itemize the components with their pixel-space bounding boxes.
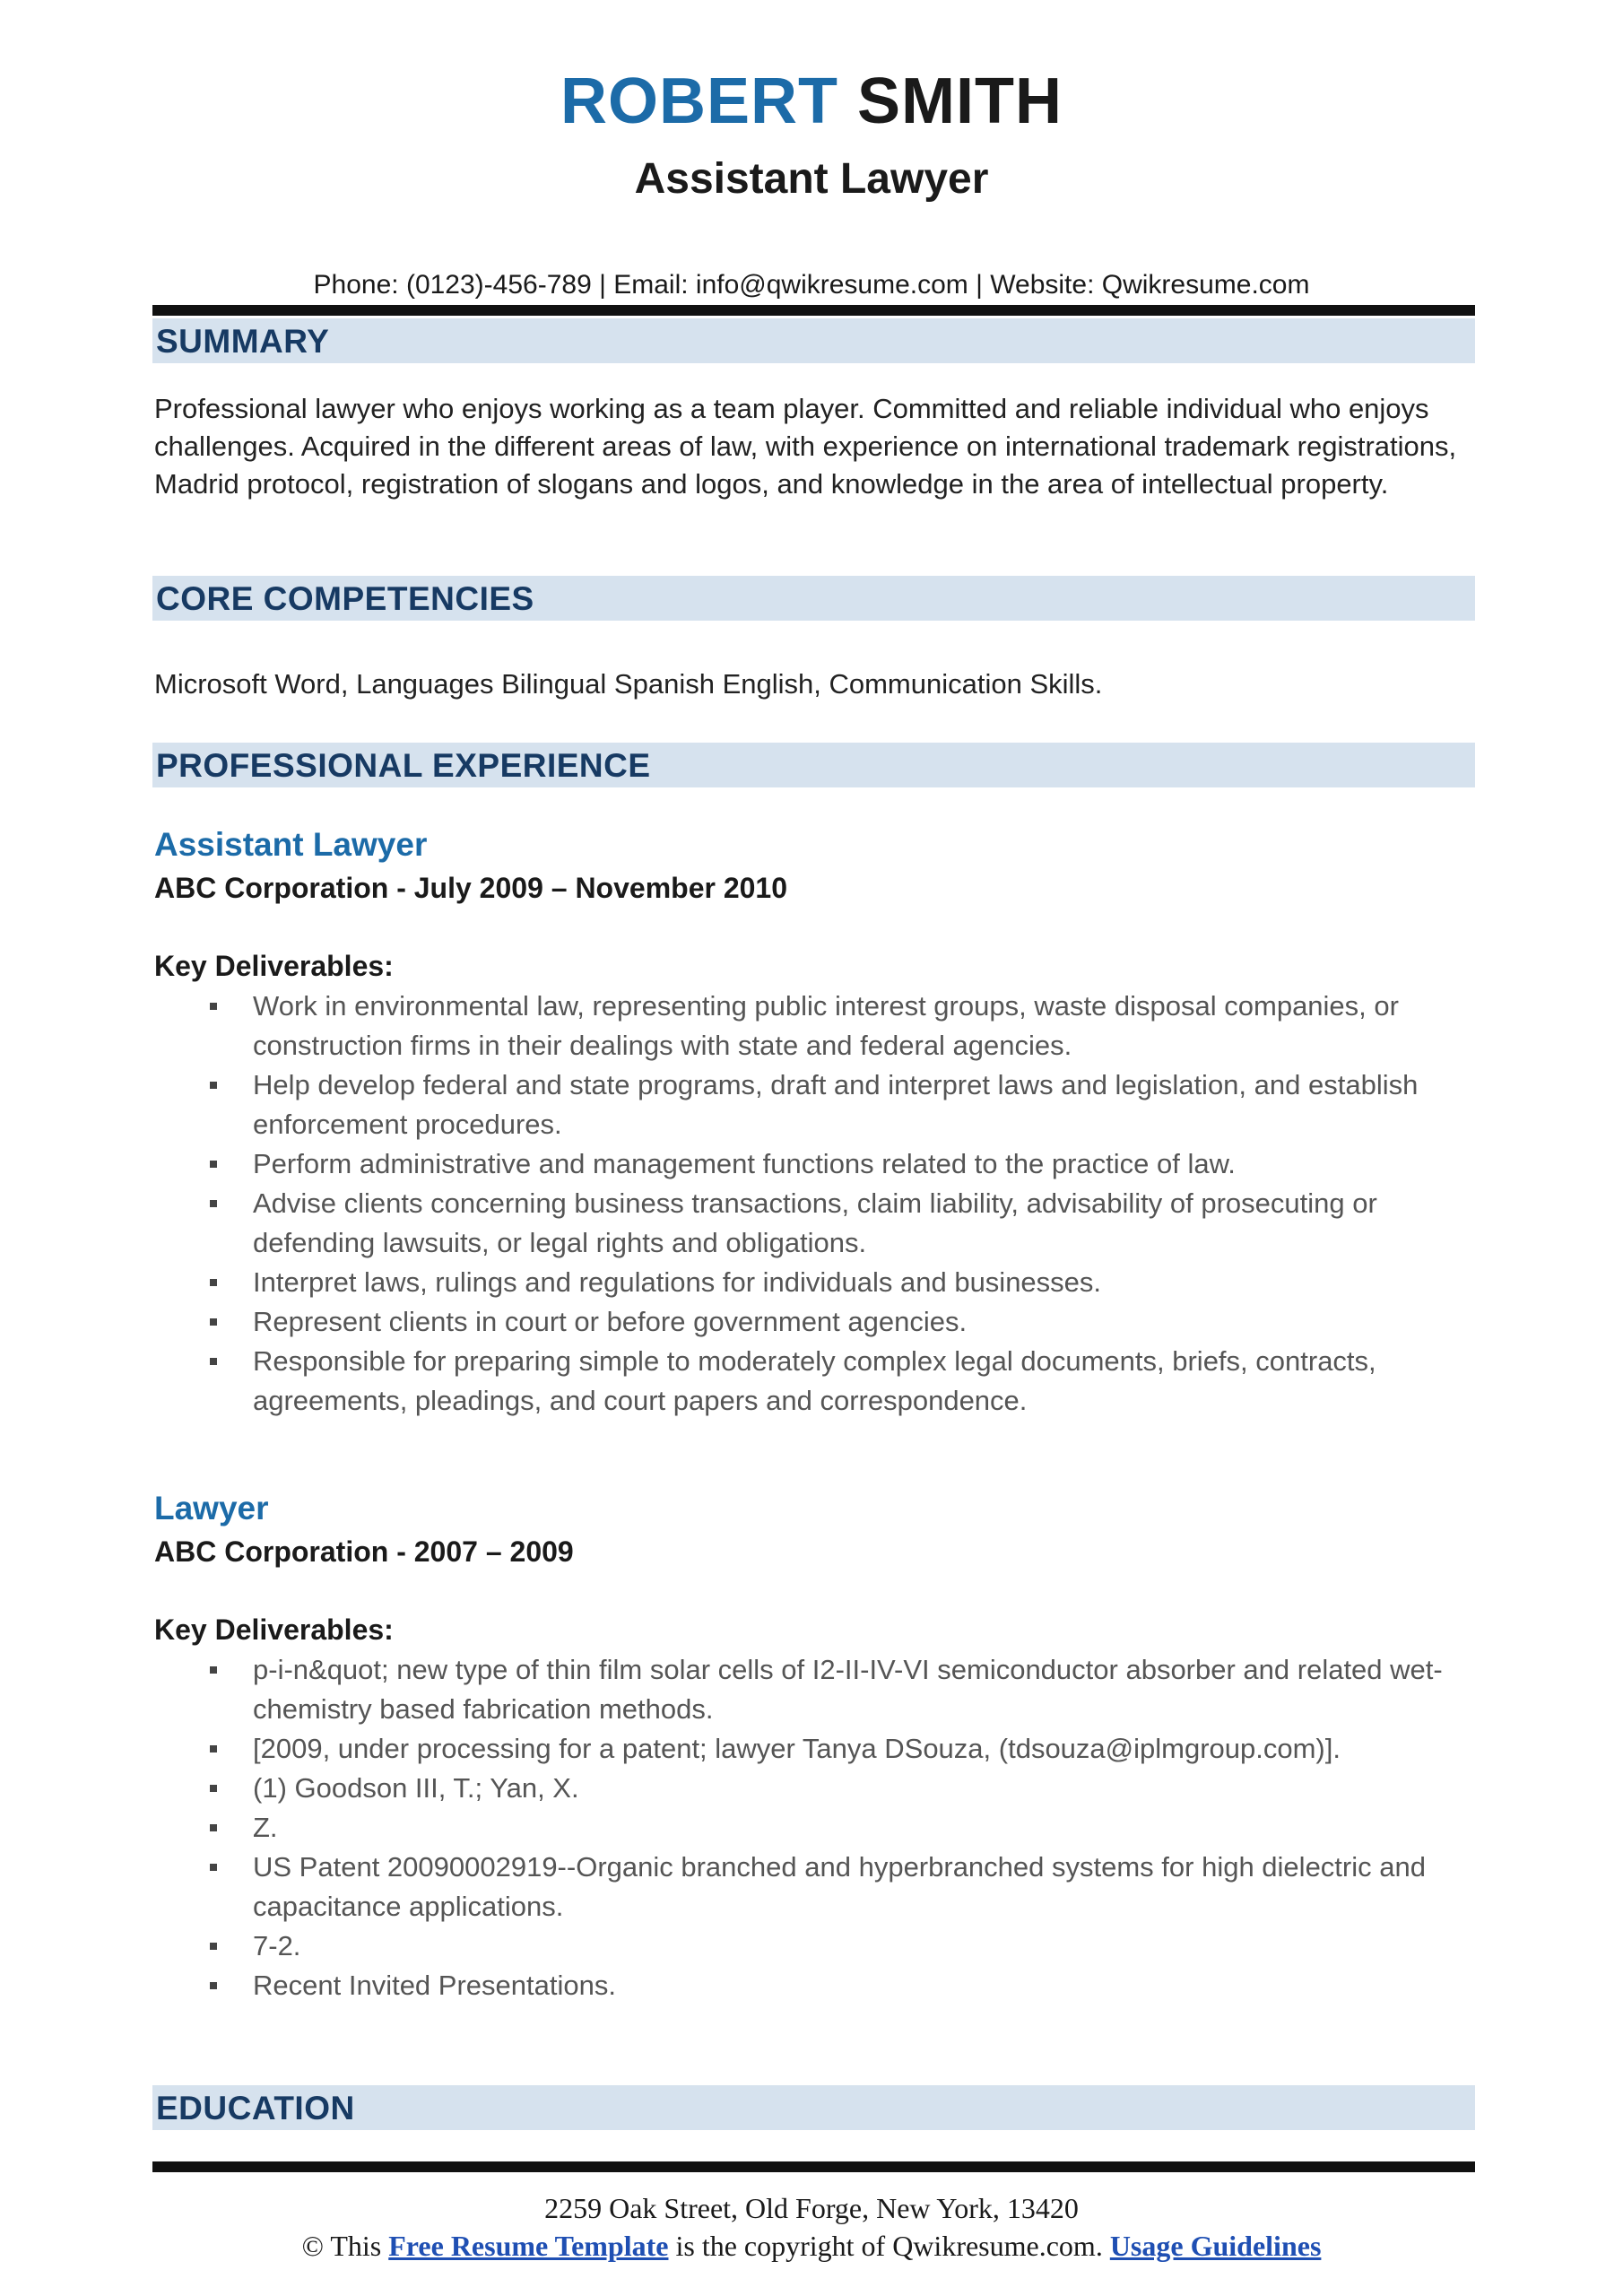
list-item: Work in environmental law, representing public interest groups, waste disposal companies, or construction firms in their dealings with state and federal agencies. <box>154 987 1481 1065</box>
list-item: Advise clients concerning business transactions, claim liability, advisability of prosecuting or defending lawsuits, or legal rights and obligations. <box>154 1184 1481 1263</box>
list-item: Help develop federal and state programs, draft and interpret laws and legislation, and establish enforcement procedures. <box>154 1065 1481 1144</box>
bullet-icon <box>210 1864 217 1871</box>
bullet-icon <box>210 1745 217 1752</box>
bullet-icon <box>210 1318 217 1326</box>
list-item: Z. <box>154 1808 1481 1848</box>
bullet-icon <box>210 1161 217 1168</box>
job-role: Lawyer <box>154 1490 269 1526</box>
copyright-prefix: © This <box>301 2230 382 2262</box>
bullet-icon <box>210 1358 217 1365</box>
contact-line: Phone: (0123)-456-789 | Email: info@qwikresume.com | Website: Qwikresume.com <box>313 270 1310 300</box>
section-heading: PROFESSIONAL EXPERIENCE <box>156 747 651 784</box>
bullet-icon <box>210 1943 217 1950</box>
section-competencies <box>152 576 1475 621</box>
footer-address: 2259 Oak Street, Old Forge, New York, 13420 <box>544 2192 1079 2224</box>
competencies-text: Microsoft Word, Languages Bilingual Spanish English, Communication Skills. <box>154 668 1103 700</box>
list-item: Interpret laws, rulings and regulations for individuals and businesses. <box>154 1263 1481 1302</box>
list-item: Recent Invited Presentations. <box>154 1966 1481 2005</box>
list-item: p-i-n&quot; new type of thin film solar cells of I2-II-IV-VI semiconductor absorber and related wet-chemistry based fabrication methods. <box>154 1650 1481 1729</box>
list-item: 7-2. <box>154 1926 1481 1966</box>
deliverables-list <box>154 1650 1481 2005</box>
section-education <box>152 2085 1475 2130</box>
bullet-icon <box>210 1279 217 1286</box>
bullet-icon <box>210 1982 217 1989</box>
section-experience <box>152 743 1475 787</box>
list-item: Represent clients in court or before government agencies. <box>154 1302 1481 1342</box>
bullet-icon <box>210 1666 217 1674</box>
list-item: (1) Goodson III, T.; Yan, X. <box>154 1769 1481 1808</box>
job-company: ABC Corporation - 2007 – 2009 <box>154 1535 574 1568</box>
deliverables-label: Key Deliverables: <box>154 1613 394 1646</box>
list-item: Perform administrative and management functions related to the practice of law. <box>154 1144 1481 1184</box>
list-item: US Patent 20090002919--Organic branched and hyperbranched systems for high dielectric and capacitance applications. <box>154 1848 1481 1926</box>
section-heading: CORE COMPETENCIES <box>156 580 534 617</box>
first-name: ROBERT <box>560 65 838 137</box>
candidate-name <box>0 61 1623 142</box>
last-name: SMITH <box>857 65 1063 137</box>
bullet-icon <box>210 1003 217 1010</box>
job-company: ABC Corporation - July 2009 – November 2010 <box>154 872 788 904</box>
bullet-icon <box>210 1785 217 1792</box>
list-item: Responsible for preparing simple to moderately complex legal documents, briefs, contracts, agreements, pleadings, and court papers and correspondence. <box>154 1342 1481 1421</box>
usage-guidelines-link[interactable]: Usage Guidelines <box>1109 2230 1322 2262</box>
section-summary <box>152 318 1475 363</box>
job-title: Assistant Lawyer <box>634 155 989 203</box>
footer-copyright <box>0 2226 1623 2266</box>
bottom-rule <box>152 2161 1475 2172</box>
bullet-icon <box>210 1082 217 1089</box>
section-heading: SUMMARY <box>156 323 330 360</box>
list-item: [2009, under processing for a patent; lawyer Tanya DSouza, (tdsouza@iplmgroup.com)]. <box>154 1729 1481 1769</box>
summary-text: Professional lawyer who enjoys working as a team player. Committed and reliable individual who enjoys challenges. Acquired in the different areas of law, with experience on international trademark registrations, Madrid protocol, registration of slogans and logos, and knowledge in the area of intellectual property. <box>154 393 1457 500</box>
free-resume-template-link[interactable]: Free Resume Template <box>388 2230 669 2262</box>
copyright-middle: is the copyright of Qwikresume.com. <box>675 2230 1103 2262</box>
top-rule <box>152 305 1475 316</box>
section-heading: EDUCATION <box>156 2090 355 2126</box>
job-role: Assistant Lawyer <box>154 826 428 863</box>
bullet-icon <box>210 1200 217 1207</box>
bullet-icon <box>210 1824 217 1831</box>
deliverables-list <box>154 987 1481 1421</box>
deliverables-label: Key Deliverables: <box>154 950 394 982</box>
